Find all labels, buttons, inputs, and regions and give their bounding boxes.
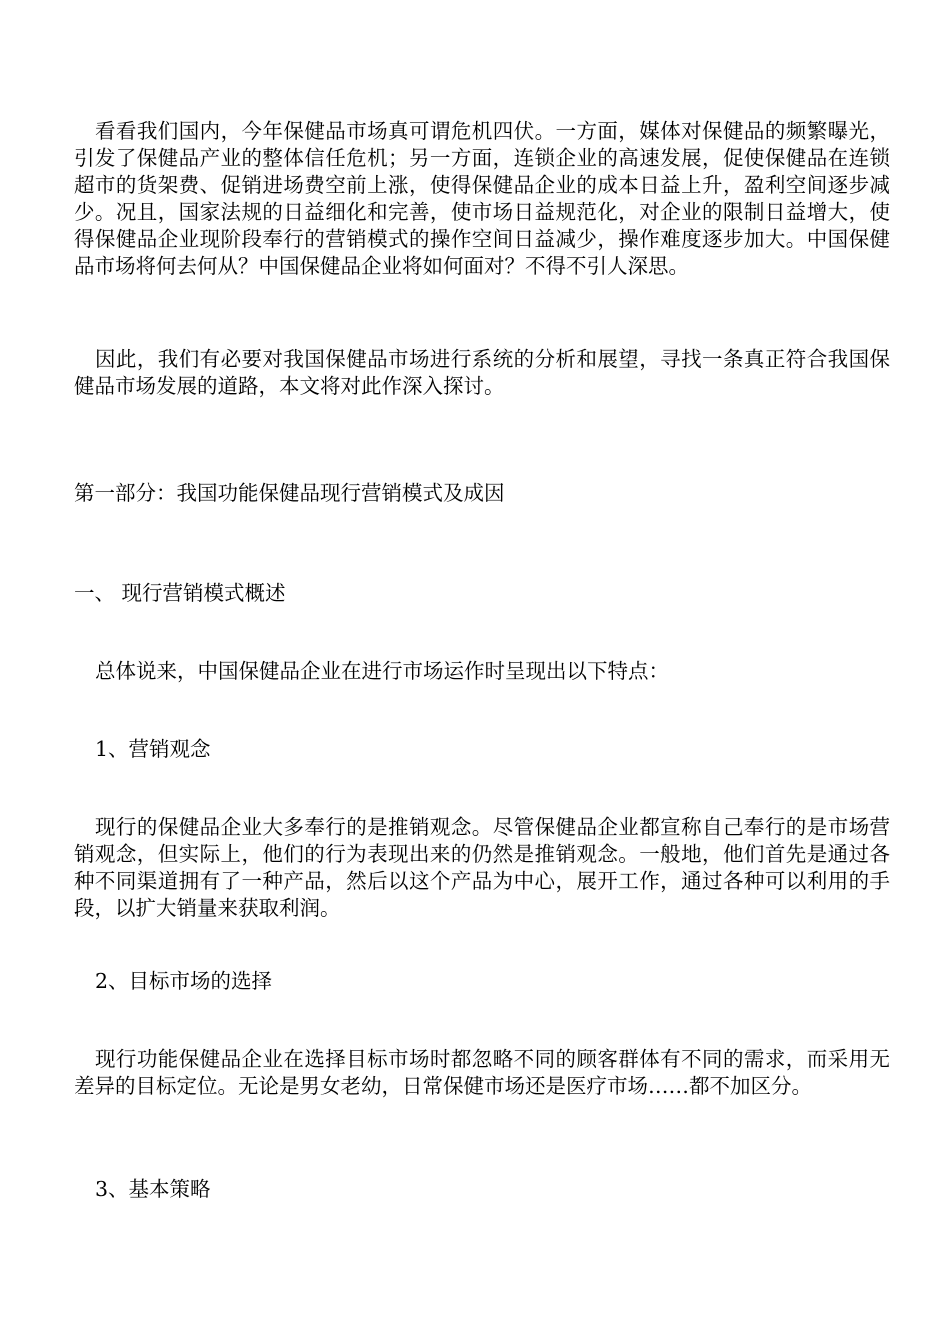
summary-paragraph: 总体说来，中国保健品企业在进行市场运作时呈现出以下特点： <box>95 659 669 683</box>
item-two-paragraph: 现行功能保健品企业在选择目标市场时都忽略不同的顾客群体有不同的需求，而采用无差异的目标定位。无论是男女老幼，日常保健市场还是医疗市场……都不加区分。 <box>74 1047 890 1098</box>
purpose-paragraph: 因此，我们有必要对我国保健品市场进行系统的分析和展望，寻找一条真正符合我国保健品市场发展的道路，本文将对此作深入探讨。 <box>74 347 890 398</box>
item-two-heading: 2、目标市场的选择 <box>95 969 273 993</box>
item-three-heading: 3、基本策略 <box>95 1177 211 1201</box>
item-one-paragraph: 现行的保健品企业大多奉行的是推销观念。尽管保健品企业都宣称自己奉行的是市场营销观念，但实际上，他们的行为表现出来的仍然是推销观念。一般地，他们首先是通过各种不同渠道拥有了一种产品，然后以这个产品为中心，展开工作，通过各种可以利用的手段，以扩大销量来获取利润。 <box>74 815 890 920</box>
intro-paragraph: 看看我们国内，今年保健品市场真可谓危机四伏。一方面，媒体对保健品的频繁曝光，引发了保健品产业的整体信任危机；另一方面，连锁企业的高速发展，促使保健品在连锁超市的货架费、促销进场费空前上涨，使得保健品企业的成本日益上升，盈利空间逐步减少。况且，国家法规的日益细化和完善，使市场日益规范化，对企业的限制日益增大，使得保健品企业现阶段奉行的营销模式的操作空间日益减少，操作难度逐步加大。中国保健品市场将何去何从？中国保健品企业将如何面对？不得不引人深思。 <box>74 119 890 278</box>
part-one-heading: 第一部分：我国功能保健品现行营销模式及成因 <box>74 481 505 505</box>
item-one-heading: 1、营销观念 <box>95 737 211 761</box>
section-one-heading: 一、 现行营销模式概述 <box>74 581 286 605</box>
